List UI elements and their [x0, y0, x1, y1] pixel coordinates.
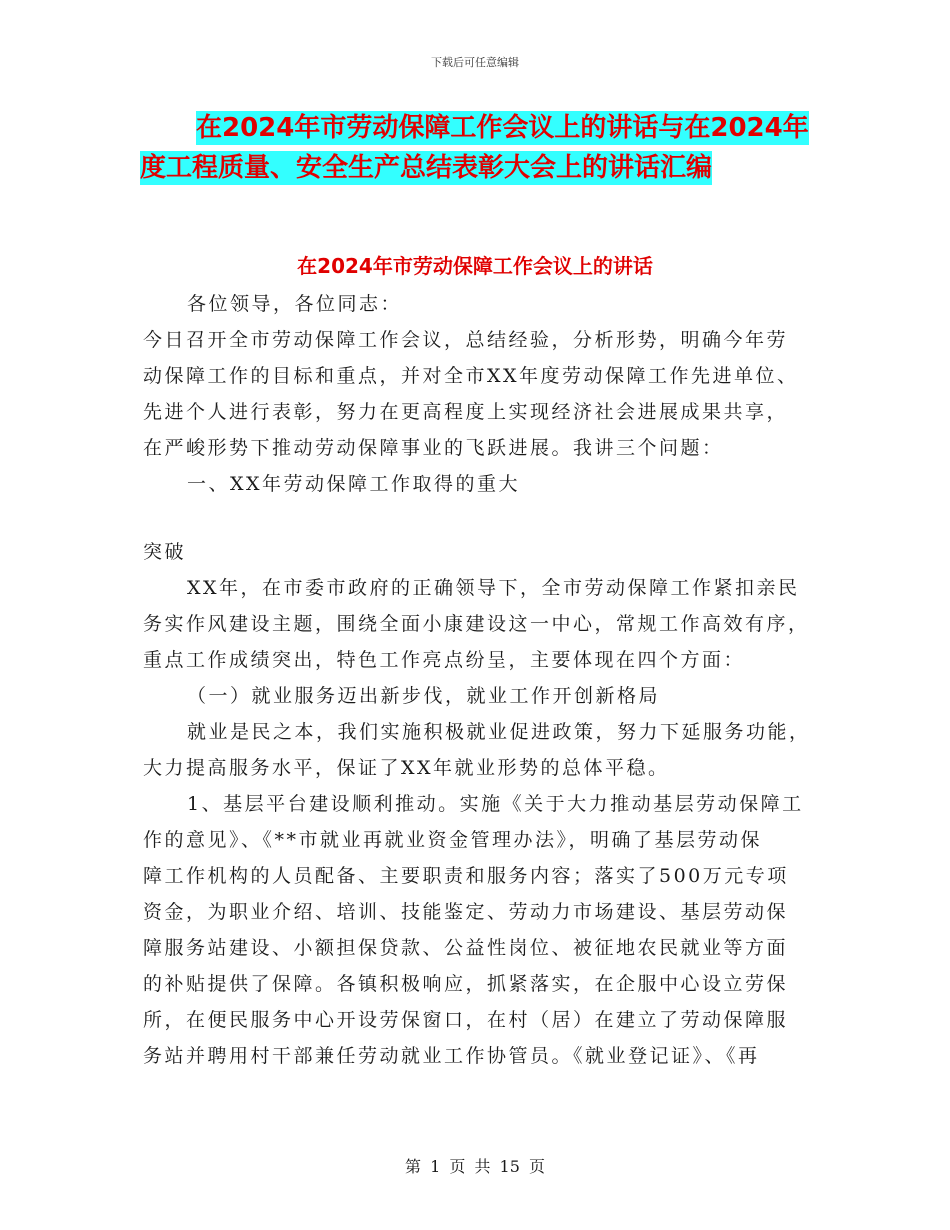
paragraph-line: 所，在便民服务中心开设劳保窗口，在村（居）在建立了劳动保障服	[143, 1009, 789, 1031]
header-note: 下载后可任意编辑	[431, 56, 519, 69]
document-title	[140, 108, 820, 188]
body-text	[143, 286, 813, 1074]
title-line-2	[140, 148, 820, 188]
section-heading-continued: 突破	[143, 541, 187, 563]
paragraph-line: 1、基层平台建设顺利推动。实施《关于大力推动基层劳动保障工	[187, 793, 804, 815]
paragraph-line: XX年，在市委市政府的正确领导下，全市劳动保障工作紧扣亲民	[187, 577, 800, 599]
subsection-heading: （一）就业服务迈出新步伐，就业工作开创新格局	[187, 685, 661, 707]
paragraph-line: 重点工作成绩突出，特色工作亮点纷呈，主要体现在四个方面：	[143, 649, 746, 671]
paragraph-line: 的补贴提供了保障。各镇积极响应，抓紧落实，在企服中心设立劳保	[143, 973, 789, 995]
paragraph-line: 大力提高服务水平，保证了XX年就业形势的总体平稳。	[143, 757, 670, 779]
paragraph-line: 障工作机构的人员配备、主要职责和服务内容；落实了500万元专项	[143, 865, 789, 887]
paragraph-line: 作的意见》、《**市就业再就业资金管理办法》，明确了基层劳动保	[143, 829, 763, 851]
title-line-2-text: 度工程质量、安全生产总结表彰大会上的讲话汇编	[140, 153, 713, 183]
section-title: 在2024年市劳动保障工作会议上的讲话	[297, 254, 653, 278]
title-line-1-text: 在2024年市劳动保障工作会议上的讲话与在2024年	[196, 113, 809, 143]
spacer	[143, 502, 813, 534]
paragraph-line: 在严峻形势下推动劳动保障事业的飞跃进展。我讲三个问题：	[143, 437, 724, 459]
paragraph-line: 今日召开全市劳动保障工作会议，总结经验，分析形势，明确今年劳	[143, 329, 789, 351]
paragraph-line: 障服务站建设、小额担保贷款、公益性岗位、被征地农民就业等方面	[143, 937, 789, 959]
salutation: 各位领导，各位同志：	[187, 293, 403, 315]
paragraph-line: 就业是民之本，我们实施积极就业促进政策，努力下延服务功能，	[187, 721, 811, 743]
paragraph-line: 动保障工作的目标和重点，并对全市XX年度劳动保障工作先进单位、	[143, 365, 799, 387]
paragraph-line: 务实作风建设主题，围绕全面小康建设这一中心，常规工作高效有序，	[143, 613, 810, 635]
page-footer: 第 1 页 共 15 页	[405, 1157, 545, 1176]
paragraph-line: 先进个人进行表彰，努力在更高程度上实现经济社会进展成果共享，	[143, 401, 789, 423]
title-line-1	[140, 108, 820, 148]
section-heading: 一、XX年劳动保障工作取得的重大	[187, 473, 521, 495]
paragraph-line: 资金，为职业介绍、培训、技能鉴定、劳动力市场建设、基层劳动保	[143, 901, 789, 923]
paragraph-line: 务站并聘用村干部兼任劳动就业工作协管员。《就业登记证》、《再	[143, 1045, 760, 1067]
